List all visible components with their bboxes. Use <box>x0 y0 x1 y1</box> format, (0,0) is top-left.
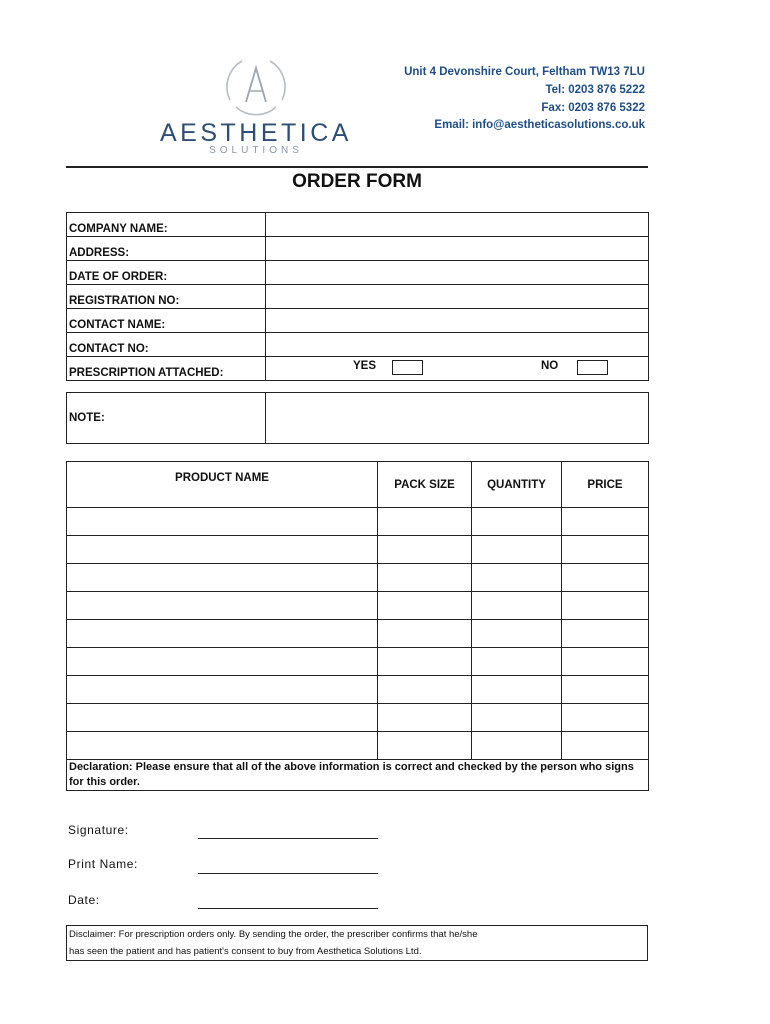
company-name-field[interactable] <box>266 213 649 237</box>
pack-size-cell[interactable] <box>378 620 472 648</box>
pack-size-cell[interactable] <box>378 536 472 564</box>
disclaimer-box <box>66 925 648 961</box>
contact-block <box>404 64 645 135</box>
quantity-cell[interactable] <box>472 536 562 564</box>
product-name-cell[interactable] <box>67 648 378 676</box>
price-cell[interactable] <box>562 648 649 676</box>
products-header-row <box>67 462 649 508</box>
customer-info-table <box>66 212 649 381</box>
logo-emblem-icon <box>222 54 290 118</box>
field-row-company-name <box>67 213 649 237</box>
quantity-cell[interactable] <box>472 620 562 648</box>
prescription-choice <box>266 357 649 381</box>
company-fax: Fax: 0203 876 5322 <box>541 101 645 114</box>
company-address: Unit 4 Devonshire Court, Feltham TW13 7LU <box>404 66 645 78</box>
field-label: CONTACT NAME: <box>67 309 266 333</box>
table-row <box>67 620 649 648</box>
date-line[interactable] <box>198 908 378 909</box>
page-title: ORDER FORM <box>292 171 422 192</box>
product-name-cell[interactable] <box>67 592 378 620</box>
no-checkbox[interactable] <box>577 360 608 375</box>
table-row <box>67 564 649 592</box>
quantity-cell[interactable] <box>472 592 562 620</box>
column-header-price: PRICE <box>562 462 649 508</box>
header-divider <box>66 166 648 168</box>
field-row-date-of-order <box>67 261 649 285</box>
table-row <box>67 592 649 620</box>
column-header-product-name: PRODUCT NAME <box>67 462 378 508</box>
field-row-contact-no <box>67 333 649 357</box>
table-row <box>67 676 649 704</box>
field-row-contact-name <box>67 309 649 333</box>
pack-size-cell[interactable] <box>378 732 472 760</box>
field-label: DATE OF ORDER: <box>67 261 266 285</box>
contact-no-field[interactable] <box>266 333 649 357</box>
field-label: CONTACT NO: <box>67 333 266 357</box>
quantity-cell[interactable] <box>472 648 562 676</box>
field-label: REGISTRATION NO: <box>67 285 266 309</box>
price-cell[interactable] <box>562 508 649 536</box>
quantity-cell[interactable] <box>472 704 562 732</box>
price-cell[interactable] <box>562 592 649 620</box>
company-logo <box>150 54 362 160</box>
pack-size-cell[interactable] <box>378 592 472 620</box>
table-row <box>67 732 649 760</box>
pack-size-cell[interactable] <box>378 648 472 676</box>
field-row-registration-no <box>67 285 649 309</box>
disclaimer-line-2: has seen the patient and has patient's consent to buy from Aesthetica Solutions Ltd. <box>69 946 422 957</box>
address-field[interactable] <box>266 237 649 261</box>
signature-line[interactable] <box>198 838 378 839</box>
quantity-cell[interactable] <box>472 508 562 536</box>
table-row <box>67 704 649 732</box>
note-table <box>66 392 649 444</box>
table-row <box>67 536 649 564</box>
contact-name-field[interactable] <box>266 309 649 333</box>
date-label: Date: <box>68 893 100 907</box>
table-row <box>67 648 649 676</box>
field-row-prescription <box>67 357 649 381</box>
price-cell[interactable] <box>562 704 649 732</box>
price-cell[interactable] <box>562 676 649 704</box>
note-field[interactable] <box>266 393 649 444</box>
yes-checkbox[interactable] <box>392 360 423 375</box>
company-email[interactable]: Email: info@aestheticasolutions.co.uk <box>434 119 645 132</box>
price-cell[interactable] <box>562 620 649 648</box>
disclaimer-line-1: Disclaimer: For prescription orders only. By sending the order, the prescriber confirms that he/she <box>69 929 478 940</box>
product-name-cell[interactable] <box>67 676 378 704</box>
product-name-cell[interactable] <box>67 508 378 536</box>
field-label: PRESCRIPTION ATTACHED: <box>67 357 266 381</box>
brand-subtitle: SOLUTIONS <box>209 145 303 156</box>
pack-size-cell[interactable] <box>378 564 472 592</box>
field-label: ADDRESS: <box>67 237 266 261</box>
yes-label: YES <box>353 360 377 372</box>
declaration-text: Declaration: Please ensure that all of the above information is correct and checked by the person who signs for this order. <box>67 760 649 791</box>
pack-size-cell[interactable] <box>378 508 472 536</box>
date-of-order-field[interactable] <box>266 261 649 285</box>
quantity-cell[interactable] <box>472 564 562 592</box>
product-name-cell[interactable] <box>67 732 378 760</box>
note-label: NOTE: <box>67 393 266 444</box>
registration-no-field[interactable] <box>266 285 649 309</box>
price-cell[interactable] <box>562 732 649 760</box>
no-label: NO <box>541 360 559 372</box>
product-name-cell[interactable] <box>67 704 378 732</box>
declaration-row <box>67 760 649 791</box>
product-name-cell[interactable] <box>67 536 378 564</box>
signature-label: Signature: <box>68 823 129 837</box>
product-name-cell[interactable] <box>67 564 378 592</box>
column-header-pack-size: PACK SIZE <box>378 462 472 508</box>
quantity-cell[interactable] <box>472 732 562 760</box>
table-row <box>67 508 649 536</box>
price-cell[interactable] <box>562 564 649 592</box>
pack-size-cell[interactable] <box>378 676 472 704</box>
products-table <box>66 461 649 791</box>
quantity-cell[interactable] <box>472 676 562 704</box>
field-label: COMPANY NAME: <box>67 213 266 237</box>
company-tel: Tel: 0203 876 5222 <box>545 83 645 96</box>
product-name-cell[interactable] <box>67 620 378 648</box>
column-header-quantity: QUANTITY <box>472 462 562 508</box>
pack-size-cell[interactable] <box>378 704 472 732</box>
price-cell[interactable] <box>562 536 649 564</box>
print-name-line[interactable] <box>198 873 378 874</box>
brand-name: AESTHETICA <box>160 119 352 147</box>
field-row-address <box>67 237 649 261</box>
print-name-label: Print Name: <box>68 857 138 871</box>
